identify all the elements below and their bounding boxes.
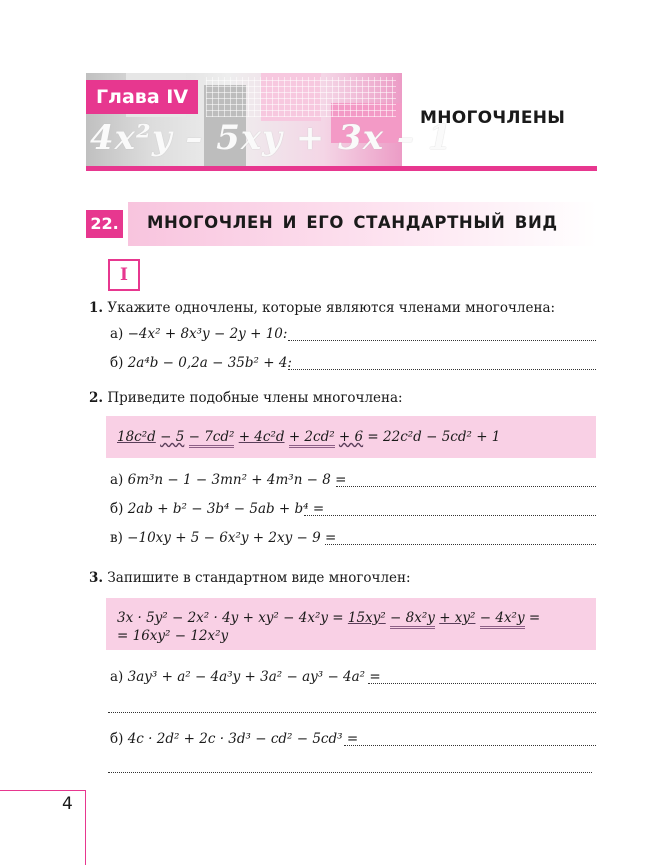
section-number: 22. — [86, 210, 123, 238]
task-2-item-a — [110, 472, 346, 488]
answer-line[interactable] — [368, 682, 596, 684]
page-number-rule — [85, 790, 86, 865]
item-expression: 2a⁴b − 0,2a − 35b² + 4: — [127, 355, 292, 371]
answer-line[interactable] — [288, 339, 596, 341]
task-3-item-a — [110, 669, 381, 685]
item-expression: 3ay³ + a² − 4a³y + 3a² − ay³ − 4a² = — [127, 669, 381, 685]
example-term: − 5 — [160, 429, 185, 445]
task-text: Приведите подобные члены многочлена: — [107, 390, 403, 406]
section-title: МНОГОЧЛЕН И ЕГО СТАНДАРТНЫЙ ВИД — [147, 213, 558, 232]
example-equals: = — [528, 610, 541, 626]
page-number: 4 — [62, 794, 73, 814]
example-equation — [117, 429, 500, 445]
task-number: 1. — [89, 300, 104, 316]
task-1-item-b — [110, 355, 292, 371]
task-1 — [89, 300, 555, 316]
chapter-formula: 4x²y – 5xy + 3x – 1 — [90, 118, 453, 158]
example-term: + xy² — [439, 610, 476, 626]
item-label: а) — [110, 326, 124, 342]
banner-grid-pattern — [206, 77, 396, 117]
item-expression: 2ab + b² − 3b⁴ − 5ab + b⁴ = — [127, 501, 325, 517]
task-text: Запишите в стандартном виде многочлен: — [107, 570, 411, 586]
example-term: − 8x²y — [390, 610, 435, 629]
item-label: а) — [110, 669, 124, 685]
answer-line[interactable] — [288, 368, 596, 370]
item-label: б) — [110, 501, 124, 517]
answer-line[interactable] — [344, 744, 596, 746]
example-equation-line1 — [117, 610, 540, 626]
example-term: − 7cd² — [189, 429, 235, 448]
example-term: + 6 — [338, 429, 364, 445]
example-term: + 4c²d — [238, 429, 285, 445]
chapter-label: Глава IV — [86, 80, 198, 114]
page-number-rule — [0, 790, 86, 791]
task-3 — [89, 570, 411, 586]
task-2-item-c — [110, 530, 336, 546]
item-expression: 4c · 2d² + 2c · 3d³ − cd² − 5cd³ = — [127, 731, 359, 747]
example-term: 18c²d — [117, 429, 156, 445]
item-label: б) — [110, 355, 124, 371]
item-label: б) — [110, 731, 124, 747]
task-1-item-a — [110, 326, 287, 342]
task-2 — [89, 390, 403, 406]
answer-line[interactable] — [325, 543, 596, 545]
item-expression: −4x² + 8x³y − 2y + 10: — [127, 326, 288, 342]
example-term: + 2cd² — [289, 429, 335, 448]
answer-line[interactable] — [108, 711, 596, 713]
example-result: = 22c²d − 5cd² + 1 — [367, 429, 501, 445]
item-expression: 6m³n − 1 − 3mn² + 4m³n − 8 = — [127, 472, 347, 488]
difficulty-level-badge: I — [108, 259, 140, 291]
task-3-item-b — [110, 731, 358, 747]
task-text: Укажите одночлены, которые являются членами многочлена: — [107, 300, 556, 316]
item-label: а) — [110, 472, 124, 488]
answer-line[interactable] — [304, 514, 596, 516]
chapter-title: МНОГОЧЛЕНЫ — [420, 108, 566, 128]
task-number: 2. — [89, 390, 104, 406]
task-2-item-b — [110, 501, 324, 517]
task-number: 3. — [89, 570, 104, 586]
example-term: 15xy² — [347, 610, 386, 626]
item-label: в) — [110, 530, 123, 546]
example-equation-line2: = 16xy² − 12x²y — [117, 628, 229, 644]
answer-line[interactable] — [336, 485, 596, 487]
item-expression: −10xy + 5 − 6x²y + 2xy − 9 = — [127, 530, 337, 546]
example-expression: 3x · 5y² − 2x² · 4y + xy² − 4x²y = — [117, 610, 344, 626]
header-divider — [86, 166, 597, 171]
answer-line[interactable] — [108, 771, 592, 773]
example-term: − 4x²y — [480, 610, 525, 629]
